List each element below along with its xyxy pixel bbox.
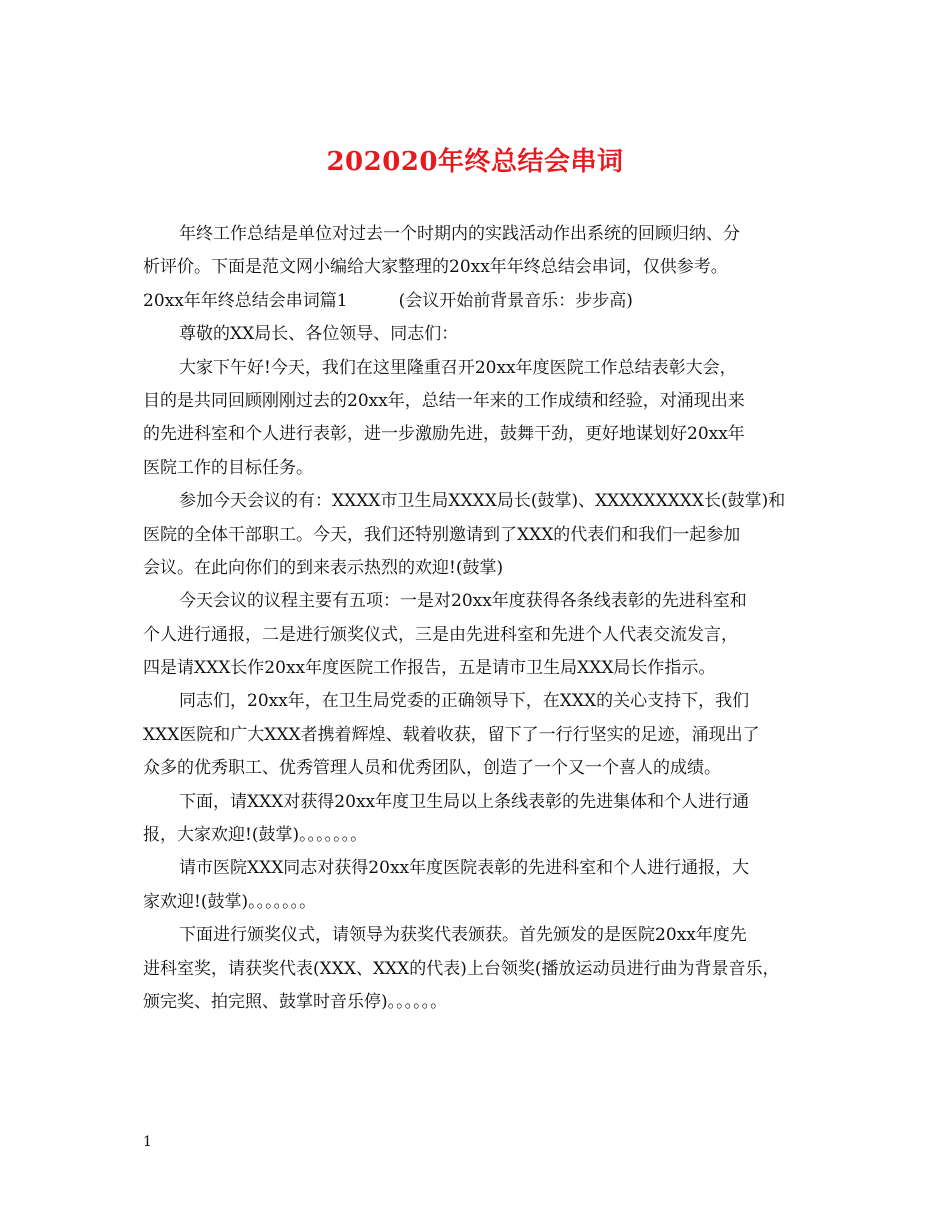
text-line: 大家下午好!今天，我们在这里隆重召开20xx年度医院工作总结表彰大会， [179, 357, 737, 378]
text-line: 医院工作的目标任务。 [143, 457, 313, 478]
text-line: 众多的优秀职工、优秀管理人员和优秀团队，创造了一个又一个喜人的成绩。 [143, 758, 721, 779]
text-line: 目的是共同回顾刚刚过去的20xx年，总结一年来的工作成绩和经验，对涌现出来 [143, 390, 745, 411]
text-line: 下面进行颁奖仪式，请领导为获奖代表颁获。首先颁发的是医院20xx年度先 [179, 925, 747, 946]
text-line: 参加今天会议的有：XXXX市卫生局XXXX局长(鼓掌)、XXXXXXXXX长(鼓掌)和 [179, 491, 786, 512]
text-line: XXX医院和广大XXX者携着辉煌、载着收获，留下了一行行坚实的足迹，涌现出了 [143, 724, 760, 745]
text-line: 颁完奖、拍完照、鼓掌时音乐停)。。。。。。 [143, 991, 448, 1012]
text-line: 尊敬的XX局长、各位领导、同志们： [179, 324, 459, 345]
text-line: 个人进行通报，二是进行颁奖仪式，三是由先进科室和先进个人代表交流发言， [143, 624, 738, 645]
text-line: 请市医院XXX同志对获得20xx年度医院表彰的先进科室和个人进行通报，大 [179, 858, 750, 879]
page-number: 1 [143, 1134, 152, 1150]
document-body [143, 218, 808, 1019]
text-line: 今天会议的议程主要有五项：一是对20xx年度获得各条线表彰的先进科室和 [179, 591, 747, 612]
text-line: 的先进科室和个人进行表彰，进一步激励先进，鼓舞干劲，更好地谋划好20xx年 [143, 424, 745, 445]
text-line: 同志们，20xx年，在卫生局党委的正确领导下，在XXX的关心支持下，我们 [179, 691, 750, 712]
text-line: 年终工作总结是单位对过去一个时期内的实践活动作出系统的回顾归纳、分 [179, 224, 740, 244]
text-line: 四是请XXX长作20xx年度医院工作报告，五是请市卫生局XXX局长作指示。 [143, 658, 716, 679]
text-line: 家欢迎!(鼓掌)。。。。。。。 [143, 891, 317, 912]
text-line: 报，大家欢迎!(鼓掌)。。。。。。。 [143, 825, 368, 846]
text-line: 20xx年年终总结会串词篇1 (会议开始前背景音乐：步步高) [143, 290, 633, 311]
text-line: 会议。在此向你们的到来表示热烈的欢迎!(鼓掌) [143, 557, 504, 578]
text-line: 下面，请XXX对获得20xx年度卫生局以上条线表彰的先进集体和个人进行通 [179, 791, 750, 812]
text-line: 医院的全体干部职工。今天，我们还特别邀请到了XXX的代表们和我们一起参加 [143, 524, 741, 545]
document-title: 202020年终总结会串词 [326, 147, 624, 177]
text-line: 析评价。下面是范文网小编给大家整理的20xx年年终总结会串词，仅供参考。 [143, 257, 728, 278]
text-line: 进科室奖，请获奖代表(XXX、XXX的代表)上台领奖(播放运动员进行曲为背景音乐， [143, 958, 780, 979]
